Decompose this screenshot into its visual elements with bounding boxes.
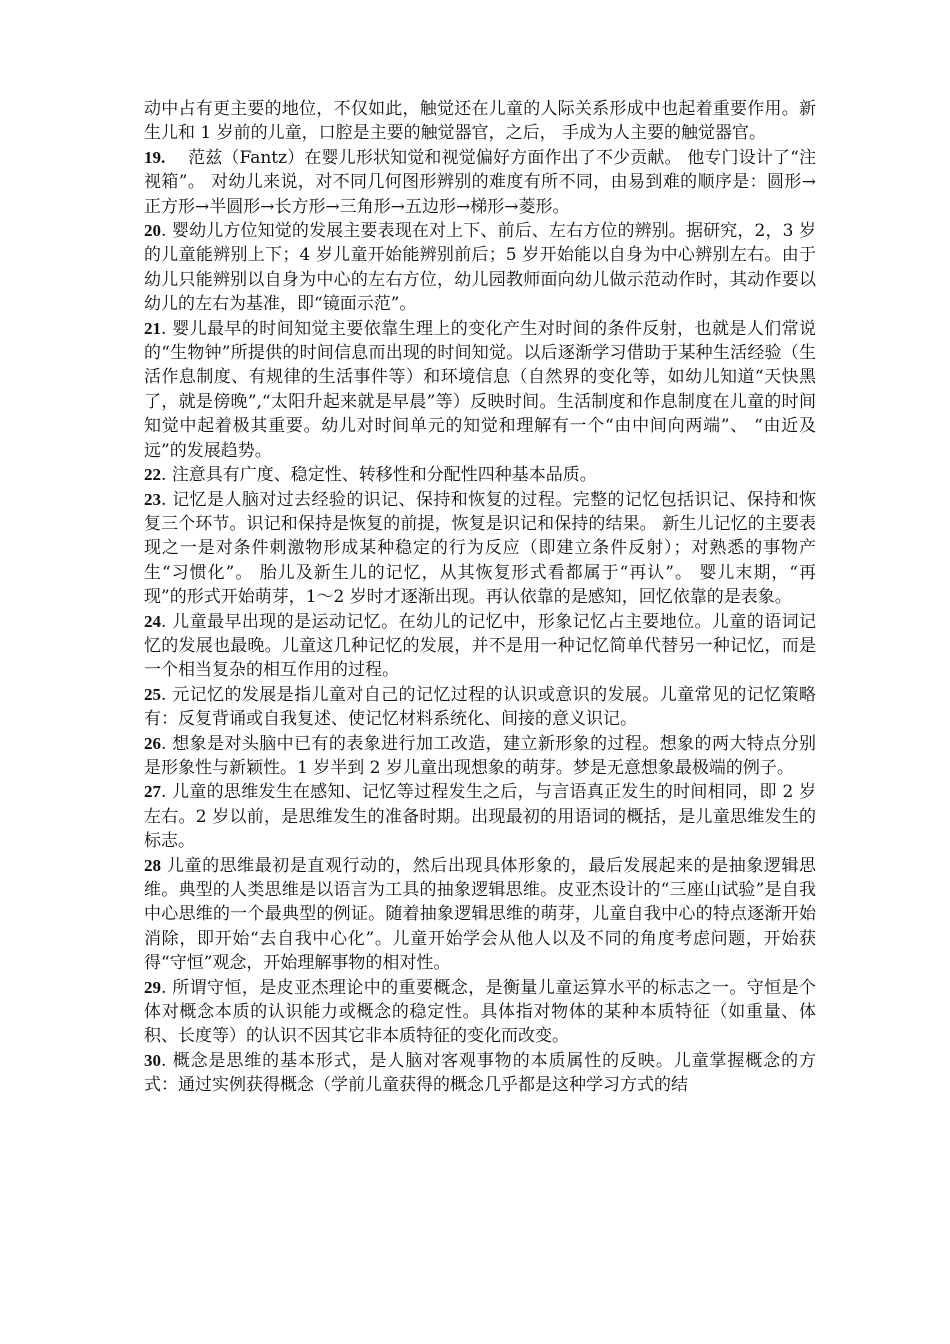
paragraph-text: 儿童的思维最初是直观行动的，然后出现具体形象的，最后发展起来的是抽象逻辑思维。典型的人类思维是以语言为工具的抽象逻辑思维。皮亚杰设计的“三座山试验”是自我中心思维的一个最典型的例证。随着抽象逻辑思维的萌芽，儿童自我中心的特点逐渐开始消除，即开始“去自我中心化”。儿童开始学会从他人以及不同的角度考虑问题，开始获得“守恒”观念，开始理解事物的相对性。 <box>144 855 816 974</box>
document-page <box>144 97 816 1098</box>
paragraph-text: 动中占有更主要的地位，不仅如此，触觉还在儿童的人际关系形成中也起着重要作用。新生儿和 1 岁前的儿童，口腔是主要的触觉器官，之后， 手成为人主要的触觉器官。 <box>144 99 816 144</box>
paragraph-22 <box>144 463 816 487</box>
paragraph-26 <box>144 732 816 781</box>
paragraph-text: . 想象是对头脑中已有的表象进行加工改造，建立新形象的过程。想象的两大特点分别是形象性与新颖性。1 岁半到 2 岁儿童出现想象的萌芽。梦是无意想象最极端的例子。 <box>144 733 816 778</box>
paragraph-number: 27 <box>144 782 161 802</box>
paragraph-number: 21 <box>144 318 161 338</box>
paragraph-number: 22 <box>144 465 161 485</box>
paragraph-20 <box>144 219 816 317</box>
paragraph-29 <box>144 976 816 1049</box>
paragraph-number: 23 <box>144 489 161 509</box>
paragraph-text: . 注意具有广度、稳定性、转移性和分配性四种基本品质。 <box>161 465 597 486</box>
paragraph-number: 24 <box>144 611 161 631</box>
paragraph-number: 26 <box>144 733 161 753</box>
paragraph-23 <box>144 488 816 610</box>
paragraph-text: 范兹（Fantz）在婴儿形状知觉和视觉偏好方面作出了不少贡献。 他专门设计了“注视箱”。 对幼儿来说，对不同几何图形辨别的难度有所不同，由易到难的顺序是：圆形→正方形→半圆形→长方形→三角形→五边形→梯形→菱形。 <box>144 147 816 217</box>
paragraph-text: . 儿童的思维发生在感知、记忆等过程发生之后，与言语真正发生的时间相同，即 2 岁左右。2 岁以前，是思维发生的准备时期。出现最初的用语词的概括，是儿童思维发生的标志。 <box>144 782 816 852</box>
paragraph-text: . 概念是思维的基本形式，是人脑对客观事物的本质属性的反映。儿童掌握概念的方式：通过实例获得概念（学前儿童获得的概念几乎都是这种学习方式的结 <box>144 1050 816 1096</box>
paragraph-number: 28 <box>144 855 161 875</box>
paragraph-text: . 记忆是人脑对过去经验的识记、保持和恢复的过程。完整的记忆包括识记、保持和恢复三个环节。识记和保持是恢复的前提，恢复是识记和保持的结果。 新生儿记忆的主要表现之一是对条件刺激物形成某种稳定的行为反应（即建立条件反射）；对熟悉的事物产生“习惯化”。 胎儿及新生儿的记忆，从其恢复形式看都属于“再认”。 婴儿末期，“再现”的形式开始萌芽，1～2 岁时才逐渐出现。再认依靠的是感知，回忆依靠的是表象。 <box>144 489 816 608</box>
paragraph-19 <box>144 146 816 219</box>
paragraph-30 <box>144 1049 816 1098</box>
paragraph-number: 29 <box>144 977 161 997</box>
paragraph-text: . 婴儿最早的时间知觉主要依靠生理上的变化产生对时间的条件反射，也就是人们常说的“生物钟”所提供的时间信息而出现的时间知觉。以后逐渐学习借助于某种生活经验（生活作息制度、有规律的生活事件等）和环境信息（自然界的变化等，如幼儿知道“天快黑了，就是傍晚”,“太阳升起来就是早晨”等）反映时间。生活制度和作息制度在儿童的时间知觉中起着极其重要。幼儿对时间单元的知觉和理解有一个“由中间向两端”、 “由近及远”的发展趋势。 <box>144 318 816 461</box>
paragraph-21 <box>144 317 816 463</box>
paragraph-number: 20 <box>144 221 161 241</box>
paragraph-text: . 儿童最早出现的是运动记忆。在幼儿的记忆中，形象记忆占主要地位。儿童的语词记忆的发展也最晚。儿童这几种记忆的发展，并不是用一种记忆简单代替另一种记忆，而是一个相当复杂的相互作用的过程。 <box>144 611 816 681</box>
paragraph-number: 25 <box>144 684 161 704</box>
paragraph-27 <box>144 780 816 853</box>
paragraph-number: 30 <box>144 1050 161 1070</box>
paragraph-text: . 元记忆的发展是指儿童对自己的记忆过程的认识或意识的发展。儿童常见的记忆策略有：反复背诵或自我复述、使记忆材料系统化、间接的意义识记。 <box>144 684 816 730</box>
paragraph-number: 19. <box>144 147 166 167</box>
paragraph-text: . 所谓守恒，是皮亚杰理论中的重要概念，是衡量儿童运算水平的标志之一。守恒是个体对概念本质的认识能力或概念的稳定性。具体指对物体的某种本质特征（如重量、体积、长度等）的认识不因其它非本质特征的变化而改变。 <box>144 977 816 1047</box>
paragraph-25 <box>144 683 816 732</box>
paragraph-28 <box>144 854 816 976</box>
paragraph-24 <box>144 610 816 683</box>
paragraph-continuation <box>144 97 816 146</box>
paragraph-text: . 婴幼儿方位知觉的发展主要表现在对上下、前后、左右方位的辨别。据研究，2，3 岁的儿童能辨别上下；4 岁儿童开始能辨别前后；5 岁开始能以自身为中心辨别左右。由于幼儿只能辨别以自身为中心的左右方位，幼儿园教师面向幼儿做示范动作时，其动作要以幼儿的左右为基准，即“镜面示范”。 <box>144 221 816 315</box>
